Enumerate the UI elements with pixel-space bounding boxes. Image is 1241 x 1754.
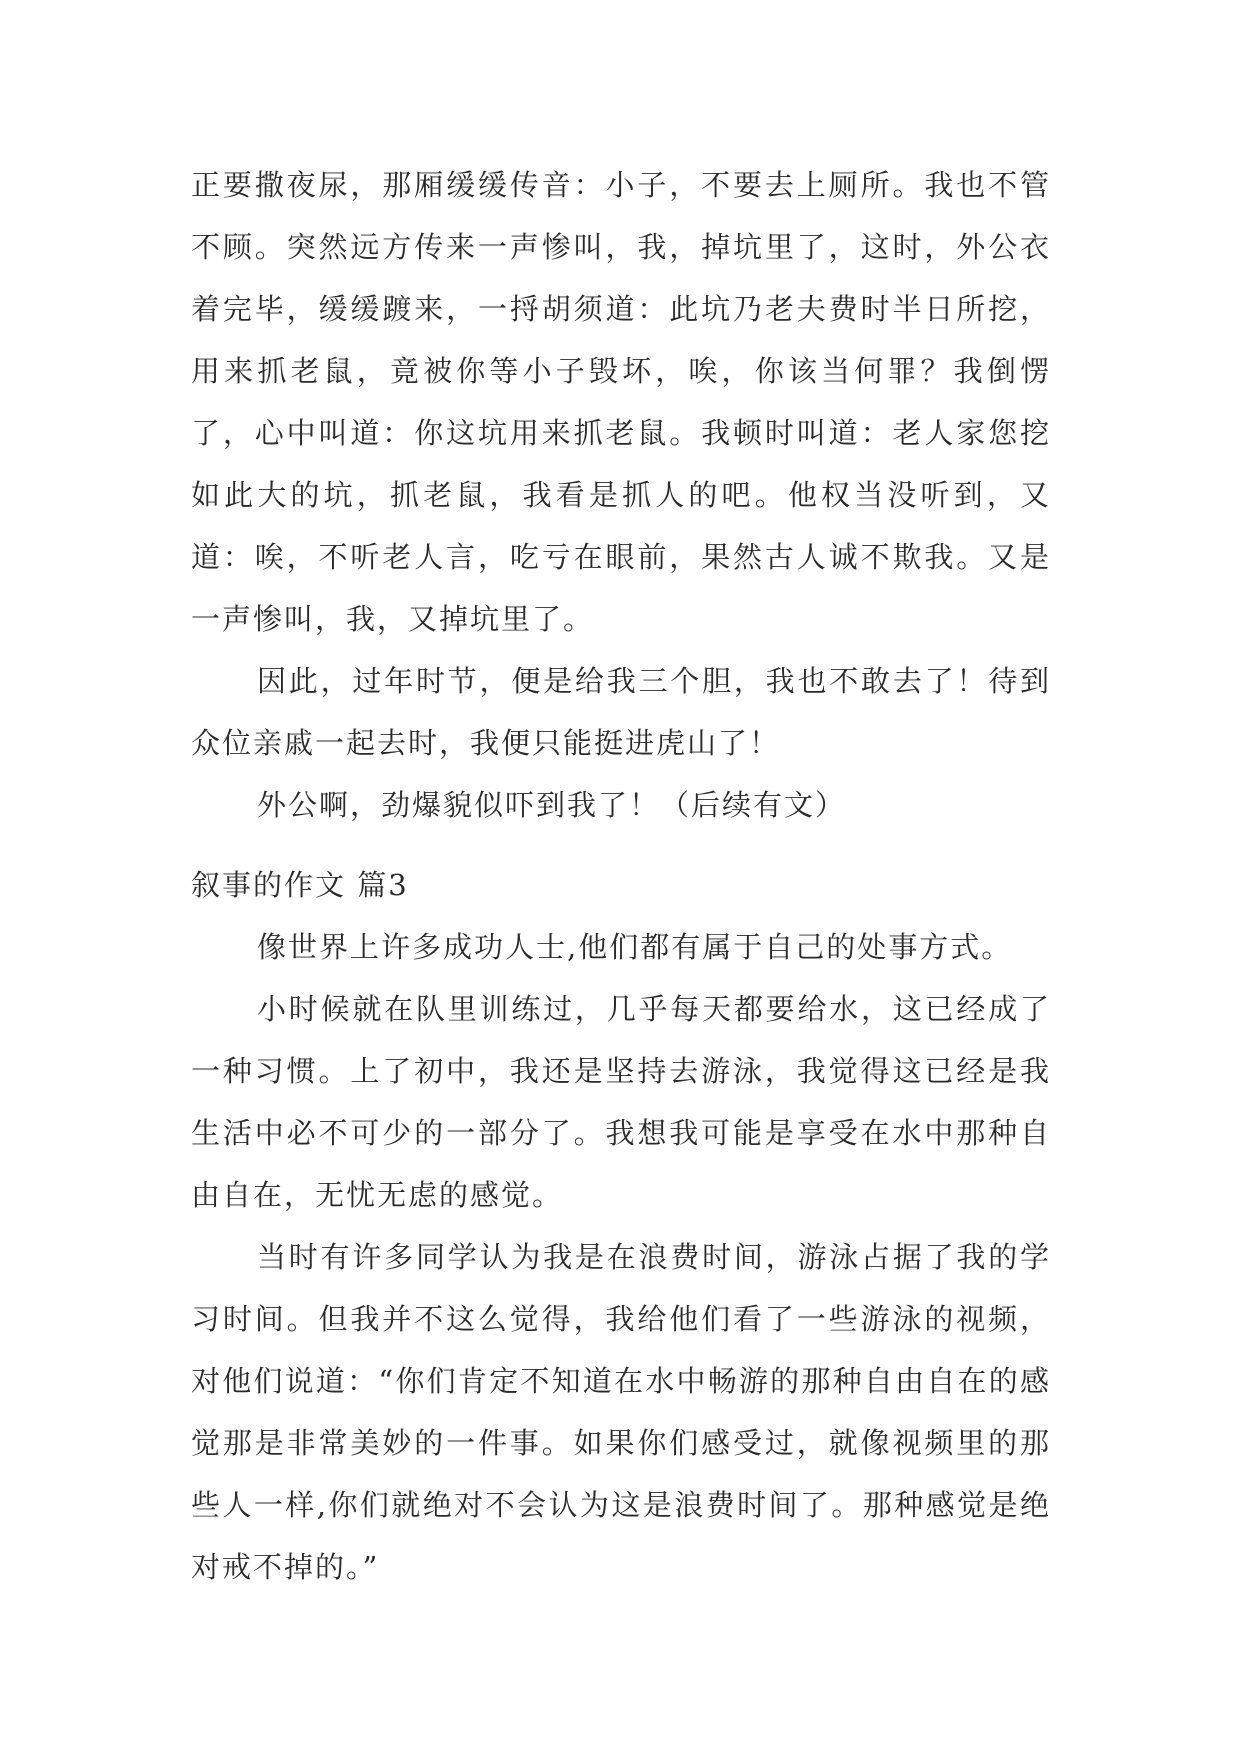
paragraph-grandpa: 外公啊，劲爆貌似吓到我了！（后续有文） bbox=[257, 788, 847, 822]
story-continuation bbox=[191, 154, 1051, 836]
section-heading: 叙事的作文 篇3 bbox=[191, 868, 409, 902]
paragraph-new-year: 因此，过年时节，便是给我三个胆，我也不敢去了！待到众位亲戚一起去时，我便只能挺进虎山了！ bbox=[191, 664, 1051, 760]
paragraph-swim-habit: 小时候就在队里训练过，几乎每天都要给水，这已经成了一种习惯。上了初中，我还是坚持去游泳，我觉得这已经是我生活中必不可少的一部分了。我想我可能是享受在水中那种自由自在，无忧无虑的感觉。 bbox=[191, 992, 1051, 1212]
paragraph-outhouse-pit: 正要撒夜尿，那厢缓缓传音：小子，不要去上厕所。我也不管不顾。突然远方传来一声惨叫，我，掉坑里了，这时，外公衣着完毕，缓缓踱来，一捋胡须道：此坑乃老夫费时半日所挖，用来抓老鼠，竟被你等小子毁坏，唉，你该当何罪？我倒愣了，心中叫道：你这坑用来抓老鼠。我顿时叫道：老人家您挖如此大的坑，抓老鼠，我看是抓人的吧。他权当没听到，又道：唉，不听老人言，吃亏在眼前，果然古人诚不欺我。又是一声惨叫，我，又掉坑里了。 bbox=[191, 168, 1051, 636]
paragraph-classmates: 当时有许多同学认为我是在浪费时间，游泳占据了我的学习时间。但我并不这么觉得，我给他们看了一些游泳的视频，对他们说道：“你们肯定不知道在水中畅游的那种自由自在的感觉那是非常美妙的一件事。如果你们感受过，就像视频里的那些人一样,你们就绝对不会认为这是浪费时间了。那种感觉是绝对戒不掉的。” bbox=[191, 1240, 1051, 1584]
essay-body bbox=[191, 916, 1051, 1598]
paragraph-success: 像世界上许多成功人士,他们都有属于自己的处事方式。 bbox=[257, 930, 1013, 964]
